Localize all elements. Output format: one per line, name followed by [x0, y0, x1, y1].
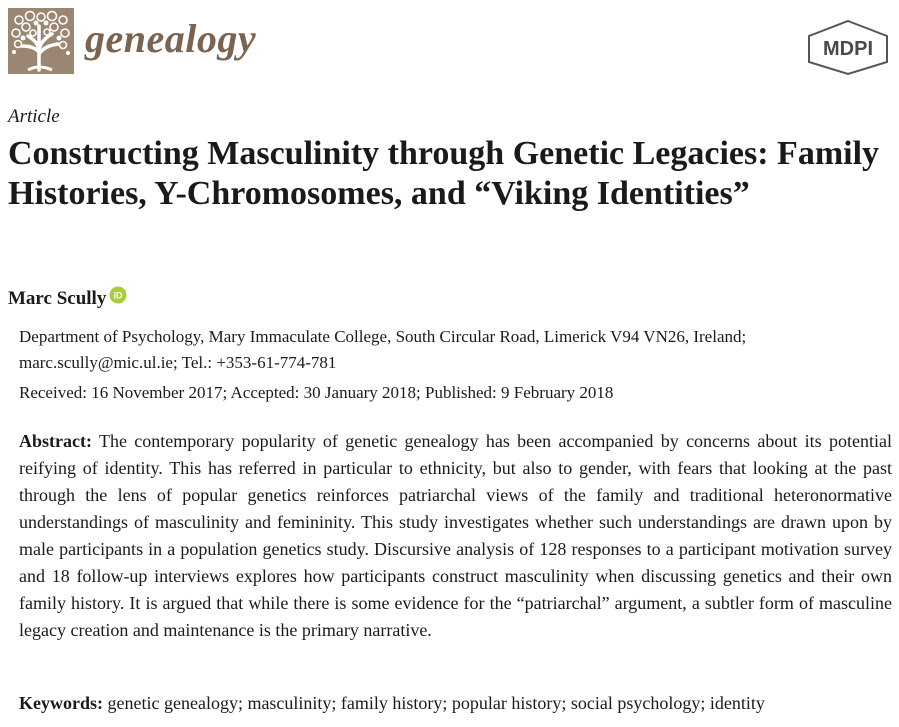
orcid-icon[interactable]	[109, 286, 127, 304]
mdpi-logo-text: MDPI	[823, 38, 873, 60]
keywords	[19, 693, 765, 714]
article-title: Constructing Masculinity through Genetic Legacies: Family Histories, Y-Chromosomes, and “Viking Identities”	[8, 135, 880, 212]
journal-name: genealogy	[85, 16, 257, 61]
author-line	[8, 288, 127, 310]
tree-logo-icon	[8, 8, 74, 74]
mdpi-logo	[805, 18, 891, 76]
keywords-label: Keywords:	[19, 693, 103, 713]
abstract	[19, 428, 892, 644]
keywords-text: genetic genealogy; masculinity; family history; popular history; social psychology; identity	[103, 693, 765, 713]
svg-text:iD: iD	[113, 290, 123, 301]
publication-dates: Received: 16 November 2017; Accepted: 30 January 2018; Published: 9 February 2018	[19, 383, 614, 402]
article-type: Article	[8, 106, 60, 127]
author-name: Marc Scully	[8, 288, 107, 309]
abstract-label: Abstract:	[19, 431, 92, 451]
affiliation	[19, 324, 889, 376]
contact-line: marc.scully@mic.ul.ie; Tel.: +353-61-774-781	[19, 353, 337, 372]
affiliation-line-1: Department of Psychology, Mary Immaculate College, South Circular Road, Limerick V94 VN26, Ireland;	[19, 327, 747, 346]
abstract-text: The contemporary popularity of genetic genealogy has been accompanied by concerns about its potential reifying of identity. This has referred in particular to ethnicity, but also to gender, with fears that looking at the past through the lens of popular genetics reinforces patriarchal views of the family and traditional heteronormative understandings of masculinity and femininity. This study investigates whether such understandings are drawn upon by male participants in a population genetics study. Discursive analysis of 128 responses to a participant motivation survey and 18 follow-up interviews explores how participants construct masculinity when discussing genetics and their own family history. It is argued that while there is some evidence for the “patriarchal” argument, a subtler form of masculine legacy creation and maintenance is the primary narrative.	[19, 431, 892, 640]
journal-logo	[8, 8, 74, 74]
